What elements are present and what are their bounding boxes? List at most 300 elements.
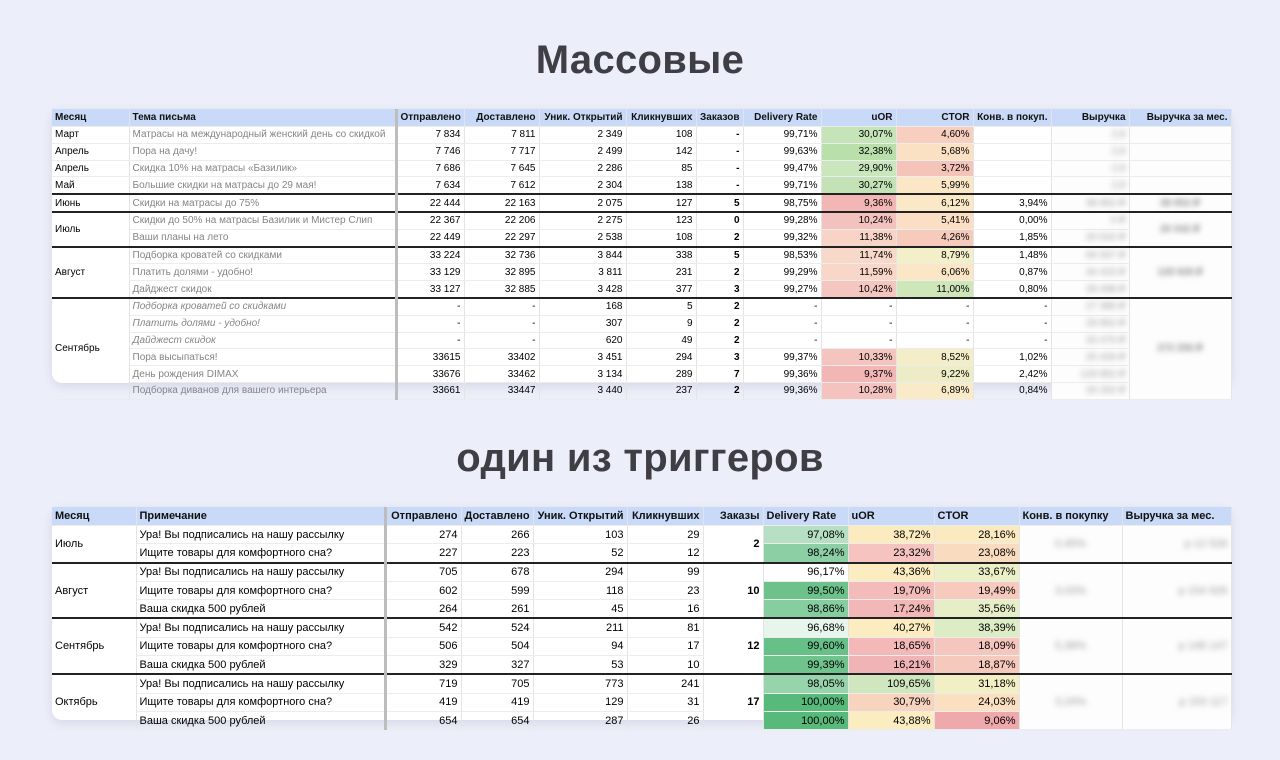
clicks-cell: 5 <box>626 298 696 315</box>
trigger-mailings-card <box>52 507 1231 727</box>
month-cell: Март <box>52 127 129 144</box>
monthly-revenue-cell <box>1122 674 1231 729</box>
revenue-value: 2,8 <box>1111 146 1126 158</box>
revenue-cell <box>1051 160 1129 177</box>
conversion-cell: 3,94% <box>973 194 1051 212</box>
subject-cell: Подборка кроватей со скидками <box>129 247 396 264</box>
delivered-cell: 261 <box>461 600 533 619</box>
table-row <box>52 298 1231 315</box>
sent-cell: 22 367 <box>396 212 464 229</box>
delivery-rate-cell: 98,24% <box>763 544 848 563</box>
column-header: Уник. Открытий <box>539 109 626 127</box>
ctor-cell: 4,60% <box>896 127 973 144</box>
sent-cell: 33 127 <box>396 281 464 298</box>
delivery-rate-cell: 99,36% <box>743 366 821 383</box>
column-header: Отправлено <box>396 109 464 127</box>
delivery-rate-cell: 99,71% <box>743 177 821 194</box>
revenue-cell <box>1051 281 1129 298</box>
ctor-cell: 18,09% <box>934 637 1019 655</box>
clicks-cell: 338 <box>626 247 696 264</box>
delivered-cell: 7 612 <box>464 177 539 194</box>
column-header: Delivery Rate <box>743 109 821 127</box>
delivery-rate-cell: 98,53% <box>743 247 821 264</box>
title-trigger-mailings: один из триггеров <box>456 436 824 480</box>
delivered-cell: 504 <box>461 637 533 655</box>
delivery-rate-cell: 97,08% <box>763 526 848 544</box>
clicks-cell: 17 <box>627 637 703 655</box>
orders-cell: 5 <box>696 194 743 212</box>
delivery-rate-cell: 99,28% <box>743 212 821 229</box>
subject-cell: День рождения DIMAX <box>129 366 396 383</box>
opens-cell: 307 <box>539 315 626 332</box>
note-cell: Ура! Вы подписались на нашу рассылку <box>136 526 385 544</box>
uor-cell: 10,33% <box>821 349 896 366</box>
table-row <box>52 315 1231 332</box>
ctor-cell: 9,06% <box>934 711 1019 729</box>
delivery-rate-cell: 100,00% <box>763 693 848 711</box>
conversion-cell: 0,87% <box>973 264 1051 281</box>
opens-cell: 773 <box>533 674 627 693</box>
ctor-cell: 8,52% <box>896 349 973 366</box>
revenue-cell <box>1051 315 1129 332</box>
uor-cell: 17,24% <box>848 600 934 619</box>
note-cell: Ищите товары для комфортного сна? <box>136 693 385 711</box>
uor-cell: 43,36% <box>848 563 934 582</box>
monthly-revenue-value: 20 542 ₽ <box>1160 223 1200 235</box>
ctor-cell: 11,00% <box>896 281 973 298</box>
clicks-cell: 231 <box>626 264 696 281</box>
ctor-cell: 18,87% <box>934 656 1019 675</box>
conversion-value: 0,45% <box>1054 537 1087 550</box>
opens-cell: 103 <box>533 526 627 544</box>
orders-cell: 2 <box>696 229 743 246</box>
opens-cell: 94 <box>533 637 627 655</box>
revenue-value: 0 ₽ <box>1110 215 1126 227</box>
revenue-value: 33 470 ₽ <box>1085 334 1126 346</box>
opens-cell: 3 844 <box>539 247 626 264</box>
ctor-cell: - <box>896 298 973 315</box>
delivery-rate-cell: 99,37% <box>743 349 821 366</box>
delivery-rate-cell: 96,68% <box>763 618 848 637</box>
revenue-cell <box>1051 349 1129 366</box>
ctor-cell: 5,68% <box>896 143 973 160</box>
uor-cell: 16,21% <box>848 656 934 675</box>
uor-cell: 18,65% <box>848 637 934 655</box>
note-cell: Ура! Вы подписались на нашу рассылку <box>136 618 385 637</box>
orders-cell: 3 <box>696 281 743 298</box>
orders-cell: - <box>696 143 743 160</box>
column-header: Отправлено <box>385 507 461 526</box>
revenue-value: 28 498 ₽ <box>1085 283 1126 295</box>
clicks-cell: 49 <box>626 332 696 349</box>
column-header: CTOR <box>934 507 1019 526</box>
note-cell: Ура! Вы подписались на нашу рассылку <box>136 563 385 582</box>
month-cell: Апрель <box>52 160 129 177</box>
conversion-cell: 0,00% <box>973 212 1051 229</box>
orders-cell: 10 <box>703 563 763 619</box>
revenue-value: 20 542 ₽ <box>1085 232 1126 244</box>
sent-cell: 227 <box>385 544 461 563</box>
note-cell: Ищите товары для комфортного сна? <box>136 637 385 655</box>
clicks-cell: 289 <box>626 366 696 383</box>
column-header: uOR <box>848 507 934 526</box>
month-cell: Сентябрь <box>52 298 129 399</box>
column-header: CTOR <box>896 109 973 127</box>
opens-cell: 52 <box>533 544 627 563</box>
opens-cell: 2 349 <box>539 127 626 144</box>
revenue-cell <box>1051 332 1129 349</box>
delivered-cell: 266 <box>461 526 533 544</box>
monthly-revenue-cell <box>1129 177 1231 194</box>
ctor-cell: 8,79% <box>896 247 973 264</box>
delivered-cell: 419 <box>461 693 533 711</box>
orders-cell: 2 <box>696 332 743 349</box>
delivered-cell: 33402 <box>464 349 539 366</box>
opens-cell: 3 440 <box>539 382 626 399</box>
column-header: Доставлено <box>461 507 533 526</box>
uor-cell: 30,79% <box>848 693 934 711</box>
column-header: Кликнувших <box>626 109 696 127</box>
subject-cell: Платить долями - удобно! <box>129 264 396 281</box>
uor-cell: - <box>821 315 896 332</box>
ctor-cell: 6,06% <box>896 264 973 281</box>
revenue-cell <box>1051 177 1129 194</box>
uor-cell: 10,42% <box>821 281 896 298</box>
delivery-rate-cell: 99,71% <box>743 127 821 144</box>
delivered-cell: 7 811 <box>464 127 539 144</box>
delivery-rate-cell: 99,32% <box>743 229 821 246</box>
conversion-cell <box>1019 674 1122 729</box>
orders-cell: 2 <box>703 526 763 563</box>
delivered-cell: 22 163 <box>464 194 539 212</box>
ctor-cell: 33,67% <box>934 563 1019 582</box>
delivery-rate-cell: 96,17% <box>763 563 848 582</box>
subject-cell: Скидка 10% на матрасы «Базилик» <box>129 160 396 177</box>
uor-cell: 11,74% <box>821 247 896 264</box>
opens-cell: 2 075 <box>539 194 626 212</box>
subject-cell: Пора высыпаться! <box>129 349 396 366</box>
uor-cell: - <box>821 332 896 349</box>
revenue-cell <box>1051 298 1129 315</box>
uor-cell: 10,24% <box>821 212 896 229</box>
revenue-value: 26 262 ₽ <box>1085 385 1126 397</box>
sent-cell: 22 449 <box>396 229 464 246</box>
uor-cell: 43,88% <box>848 711 934 729</box>
delivered-cell: 654 <box>461 711 533 729</box>
table-row <box>52 349 1231 366</box>
clicks-cell: 123 <box>626 212 696 229</box>
sent-cell: 7 634 <box>396 177 464 194</box>
orders-cell: 2 <box>696 382 743 399</box>
ctor-cell: 5,41% <box>896 212 973 229</box>
monthly-revenue-value: р 12 526 <box>1184 537 1228 550</box>
table-row <box>52 229 1231 246</box>
table-row <box>52 127 1231 144</box>
clicks-cell: 16 <box>627 600 703 619</box>
monthly-revenue-cell <box>1129 212 1231 247</box>
revenue-cell <box>1051 212 1129 229</box>
sent-cell: 22 444 <box>396 194 464 212</box>
sent-cell: 719 <box>385 674 461 693</box>
opens-cell: 2 304 <box>539 177 626 194</box>
delivered-cell: - <box>464 298 539 315</box>
opens-cell: 2 286 <box>539 160 626 177</box>
revenue-value: 2,8 <box>1111 179 1126 191</box>
revenue-value: 129 852 ₽ <box>1080 368 1126 380</box>
conversion-cell: 1,48% <box>973 247 1051 264</box>
subject-cell: Большие скидки на матрасы до 29 мая! <box>129 177 396 194</box>
delivery-rate-cell: 98,75% <box>743 194 821 212</box>
sent-cell: 705 <box>385 563 461 582</box>
clicks-cell: 23 <box>627 581 703 599</box>
ctor-cell: 5,99% <box>896 177 973 194</box>
month-cell: Сентябрь <box>52 618 136 674</box>
sent-cell: 264 <box>385 600 461 619</box>
ctor-cell: 6,89% <box>896 382 973 399</box>
sent-cell: 7 746 <box>396 143 464 160</box>
month-cell: Июнь <box>52 194 129 212</box>
conversion-cell: 1,85% <box>973 229 1051 246</box>
sent-cell: - <box>396 298 464 315</box>
orders-cell: 2 <box>696 315 743 332</box>
ctor-cell: 31,18% <box>934 674 1019 693</box>
conversion-cell <box>973 143 1051 160</box>
clicks-cell: 294 <box>626 349 696 366</box>
delivered-cell: 599 <box>461 581 533 599</box>
sent-cell: 7 834 <box>396 127 464 144</box>
uor-cell: 9,36% <box>821 194 896 212</box>
delivery-rate-cell: 98,05% <box>763 674 848 693</box>
sent-cell: 33 224 <box>396 247 464 264</box>
uor-cell: 29,90% <box>821 160 896 177</box>
trigger-mailings-table <box>52 507 1232 730</box>
opens-cell: 3 428 <box>539 281 626 298</box>
monthly-revenue-cell <box>1129 160 1231 177</box>
subject-cell: Дайджест скидок <box>129 332 396 349</box>
revenue-cell <box>1051 366 1129 383</box>
table-row <box>52 366 1231 383</box>
conversion-value: 3,24% <box>1054 696 1087 709</box>
delivery-rate-cell: 98,86% <box>763 600 848 619</box>
revenue-cell <box>1051 127 1129 144</box>
conversion-cell <box>1019 618 1122 674</box>
delivered-cell: 524 <box>461 618 533 637</box>
delivered-cell: 7 717 <box>464 143 539 160</box>
conversion-cell <box>973 160 1051 177</box>
opens-cell: 2 499 <box>539 143 626 160</box>
note-cell: Ваша скидка 500 рублей <box>136 656 385 675</box>
table-row <box>52 143 1231 160</box>
delivery-rate-cell: 99,50% <box>763 581 848 599</box>
note-cell: Ваша скидка 500 рублей <box>136 711 385 729</box>
note-cell: Ура! Вы подписались на нашу рассылку <box>136 674 385 693</box>
uor-cell: 10,28% <box>821 382 896 399</box>
clicks-cell: 31 <box>627 693 703 711</box>
delivered-cell: 327 <box>461 656 533 675</box>
conversion-cell: - <box>973 298 1051 315</box>
ctor-cell: 19,49% <box>934 581 1019 599</box>
monthly-revenue-value: 128 928 ₽ <box>1157 266 1203 278</box>
clicks-cell: 26 <box>627 711 703 729</box>
column-header: Выручка за мес. <box>1129 109 1231 127</box>
opens-cell: 287 <box>533 711 627 729</box>
conversion-value: 3,03% <box>1054 584 1087 597</box>
conversion-value: 5,38% <box>1054 640 1087 653</box>
opens-cell: 294 <box>533 563 627 582</box>
subject-cell: Дайджест скидок <box>129 281 396 298</box>
delivered-cell: 33447 <box>464 382 539 399</box>
orders-cell: - <box>696 160 743 177</box>
uor-cell: 23,32% <box>848 544 934 563</box>
column-header: Конв. в покупку <box>1019 507 1122 526</box>
clicks-cell: 12 <box>627 544 703 563</box>
clicks-cell: 138 <box>626 177 696 194</box>
conversion-cell: - <box>973 315 1051 332</box>
column-header: Конв. в покуп. <box>973 109 1051 127</box>
opens-cell: 3 811 <box>539 264 626 281</box>
table-row <box>52 281 1231 298</box>
month-cell: Август <box>52 247 129 298</box>
subject-cell: Подборка диванов для вашего интерьера <box>129 382 396 399</box>
orders-cell: 2 <box>696 298 743 315</box>
opens-cell: 620 <box>539 332 626 349</box>
ctor-cell: 35,56% <box>934 600 1019 619</box>
month-cell: Август <box>52 563 136 619</box>
month-cell: Июль <box>52 526 136 563</box>
sent-cell: 7 686 <box>396 160 464 177</box>
ctor-cell: - <box>896 332 973 349</box>
opens-cell: 2 538 <box>539 229 626 246</box>
uor-cell: 9,37% <box>821 366 896 383</box>
subject-cell: Скидки на матрасы до 75% <box>129 194 396 212</box>
revenue-value: 2,8 <box>1111 129 1126 141</box>
table-row <box>52 247 1231 264</box>
monthly-revenue-value: р 148 147 <box>1178 640 1228 653</box>
table-row <box>52 264 1231 281</box>
conversion-cell <box>973 177 1051 194</box>
note-cell: Ваша скидка 500 рублей <box>136 600 385 619</box>
column-header: Кликнувших <box>627 507 703 526</box>
revenue-cell <box>1051 194 1129 212</box>
revenue-cell <box>1051 382 1129 399</box>
clicks-cell: 29 <box>627 526 703 544</box>
uor-cell: 30,07% <box>821 127 896 144</box>
delivery-rate-cell: - <box>743 315 821 332</box>
sent-cell: 274 <box>385 526 461 544</box>
revenue-value: 27 385 ₽ <box>1085 301 1126 313</box>
monthly-revenue-cell <box>1129 194 1231 212</box>
monthly-revenue-cell <box>1129 247 1231 298</box>
orders-cell: 12 <box>703 618 763 674</box>
clicks-cell: 10 <box>627 656 703 675</box>
delivery-rate-cell: 99,39% <box>763 656 848 675</box>
column-header: Тема письма <box>129 109 396 127</box>
conversion-cell: 2,42% <box>973 366 1051 383</box>
sent-cell: 33 129 <box>396 264 464 281</box>
uor-cell: 11,59% <box>821 264 896 281</box>
trigger-table-header-row <box>52 507 1231 526</box>
uor-cell: 11,38% <box>821 229 896 246</box>
orders-cell: - <box>696 127 743 144</box>
ctor-cell: 28,16% <box>934 526 1019 544</box>
uor-cell: 19,70% <box>848 581 934 599</box>
delivered-cell: 32 736 <box>464 247 539 264</box>
sent-cell: 419 <box>385 693 461 711</box>
monthly-revenue-cell <box>1122 563 1231 619</box>
table-row <box>52 332 1231 349</box>
delivery-rate-cell: 99,60% <box>763 637 848 655</box>
revenue-value: 66 007 ₽ <box>1085 249 1126 261</box>
sent-cell: 33676 <box>396 366 464 383</box>
monthly-revenue-value: 272 256 ₽ <box>1157 343 1203 355</box>
revenue-value: 25 426 ₽ <box>1085 351 1126 363</box>
delivery-rate-cell: 99,47% <box>743 160 821 177</box>
revenue-cell <box>1051 247 1129 264</box>
ctor-cell: 9,22% <box>896 366 973 383</box>
delivered-cell: 32 885 <box>464 281 539 298</box>
column-header: Месяц <box>52 109 129 127</box>
clicks-cell: 81 <box>627 618 703 637</box>
sent-cell: 602 <box>385 581 461 599</box>
column-header: Уник. Открытий <box>533 507 627 526</box>
monthly-revenue-cell <box>1129 127 1231 144</box>
table-row <box>52 382 1231 399</box>
conversion-cell <box>1019 526 1122 563</box>
clicks-cell: 9 <box>626 315 696 332</box>
delivered-cell: 705 <box>461 674 533 693</box>
orders-cell: 2 <box>696 264 743 281</box>
opens-cell: 3 134 <box>539 366 626 383</box>
table-row <box>52 212 1231 229</box>
ctor-cell: 3,72% <box>896 160 973 177</box>
delivery-rate-cell: 100,00% <box>763 711 848 729</box>
delivery-rate-cell: 99,27% <box>743 281 821 298</box>
month-cell: Июль <box>52 212 129 247</box>
ctor-cell: 38,39% <box>934 618 1019 637</box>
subject-cell: Платить долями - удобно! <box>129 315 396 332</box>
monthly-revenue-cell <box>1129 143 1231 160</box>
monthly-revenue-cell <box>1129 298 1231 399</box>
conversion-cell <box>973 127 1051 144</box>
sent-cell: 506 <box>385 637 461 655</box>
delivery-rate-cell: 99,36% <box>743 382 821 399</box>
conversion-cell: - <box>973 332 1051 349</box>
table-row <box>52 177 1231 194</box>
delivered-cell: 33462 <box>464 366 539 383</box>
opens-cell: 211 <box>533 618 627 637</box>
uor-cell: 38,72% <box>848 526 934 544</box>
delivered-cell: - <box>464 332 539 349</box>
opens-cell: 3 451 <box>539 349 626 366</box>
revenue-value: 38 852 ₽ <box>1085 197 1126 209</box>
column-header: Заказов <box>696 109 743 127</box>
clicks-cell: 108 <box>626 229 696 246</box>
ctor-cell: - <box>896 315 973 332</box>
mass-mailings-card <box>52 109 1231 397</box>
subject-cell: Ваши планы на лето <box>129 229 396 246</box>
delivered-cell: 22 297 <box>464 229 539 246</box>
subject-cell: Подборка кроватей со скидками <box>129 298 396 315</box>
subject-cell: Пора на дачу! <box>129 143 396 160</box>
clicks-cell: 85 <box>626 160 696 177</box>
orders-cell: 0 <box>696 212 743 229</box>
orders-cell: - <box>696 177 743 194</box>
ctor-cell: 24,03% <box>934 693 1019 711</box>
clicks-cell: 142 <box>626 143 696 160</box>
uor-cell: 30,27% <box>821 177 896 194</box>
note-cell: Ищите товары для комфортного сна? <box>136 544 385 563</box>
delivery-rate-cell: 99,29% <box>743 264 821 281</box>
